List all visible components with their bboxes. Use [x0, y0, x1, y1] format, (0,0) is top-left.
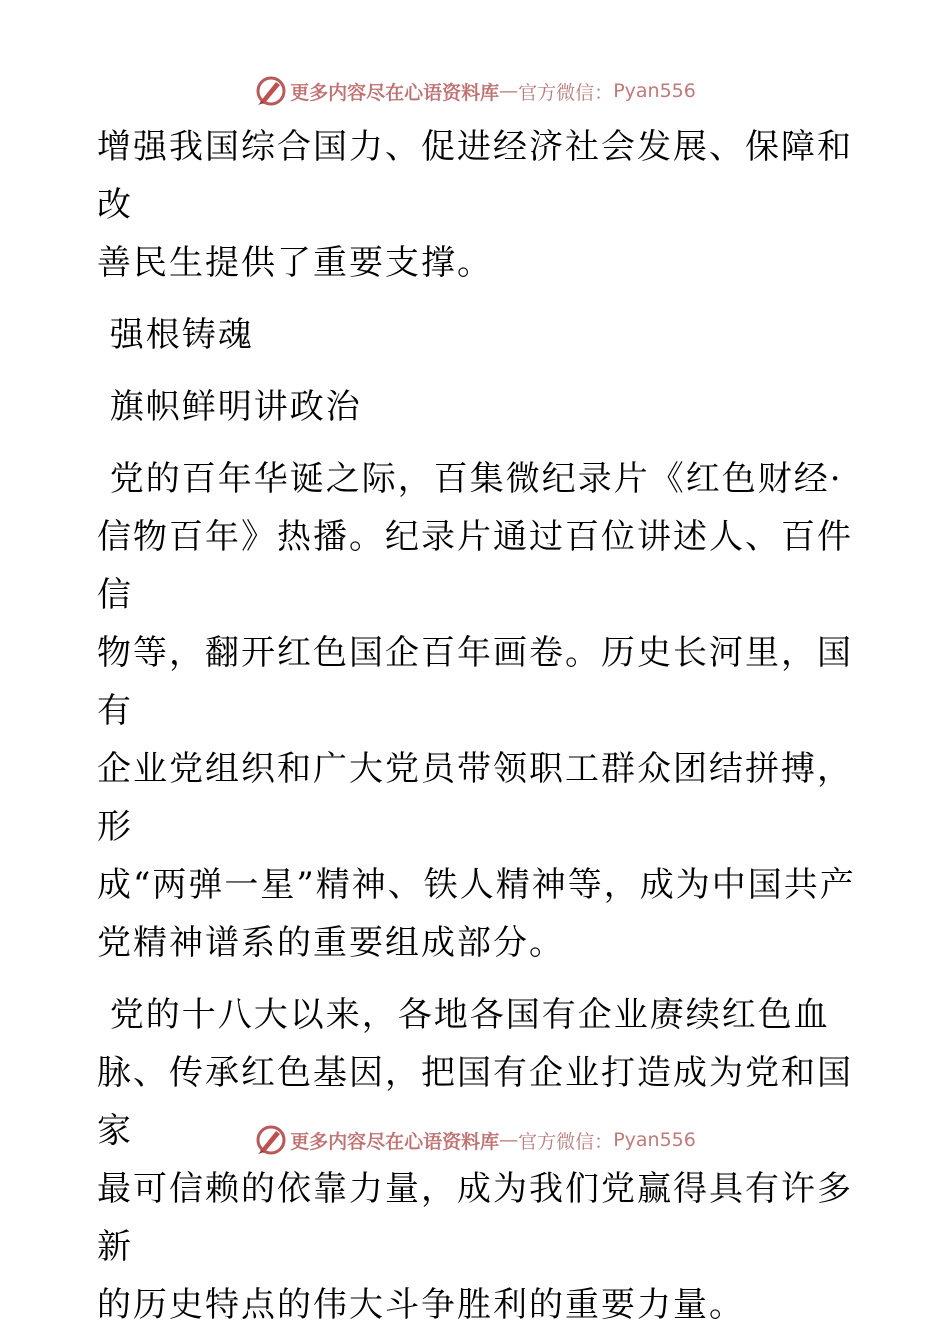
paragraph-line: 党精神谱系的重要组成部分。: [97, 923, 565, 963]
watermark-wechat-id: Pyan556: [613, 1129, 696, 1151]
paragraph-line: 党的百年华诞之际，百集微纪录片《红色财经·: [97, 459, 843, 499]
paragraph-line: 物等，翻开红色国企百年画卷。历史长河里，国有: [97, 633, 853, 731]
watermark-main-text: 更多内容尽在心语资料库: [290, 81, 500, 104]
watermark-official-label: 官方微信：: [518, 1130, 614, 1153]
paragraph-line: 最可信赖的依靠力量，成为我们党赢得具有许多新: [97, 1169, 853, 1267]
paragraph-line: 企业党组织和广大党员带领职工群众团结拼搏，形: [97, 749, 853, 847]
paragraph-line: 党的十八大以来，各地各国有企业赓续红色血: [97, 995, 830, 1035]
watermark-official-label: 官方微信：: [518, 81, 614, 104]
paragraph-line: 脉、传承红色基因，把国有企业打造成为党和国家: [97, 1053, 853, 1151]
paragraph-line: 善民生提供了重要支撑。: [97, 243, 493, 283]
pen-logo-icon: [254, 1123, 288, 1157]
watermark-main-text: 更多内容尽在心语资料库: [290, 1130, 500, 1153]
watermark-separator: —: [499, 80, 519, 102]
section-heading: 强根铸魂: [97, 315, 254, 355]
watermark-separator: —: [499, 1129, 519, 1151]
paragraph-line: 增强我国综合国力、促进经济社会发展、保障和改: [97, 127, 853, 225]
section-subheading: 旗帜鲜明讲政治: [97, 387, 362, 427]
footer-watermark: [0, 1120, 950, 1160]
pen-logo-icon: [254, 74, 288, 108]
paragraph-line: 成“两弹一星”精神、铁人精神等，成为中国共产: [97, 865, 856, 905]
paragraph-line: 信物百年》热播。纪录片通过百位讲述人、百件信: [97, 517, 853, 615]
watermark-wechat-id: Pyan556: [613, 80, 696, 102]
header-watermark: [0, 71, 950, 111]
paragraph-line: 的历史特点的伟大斗争胜利的重要力量。: [97, 1285, 745, 1325]
